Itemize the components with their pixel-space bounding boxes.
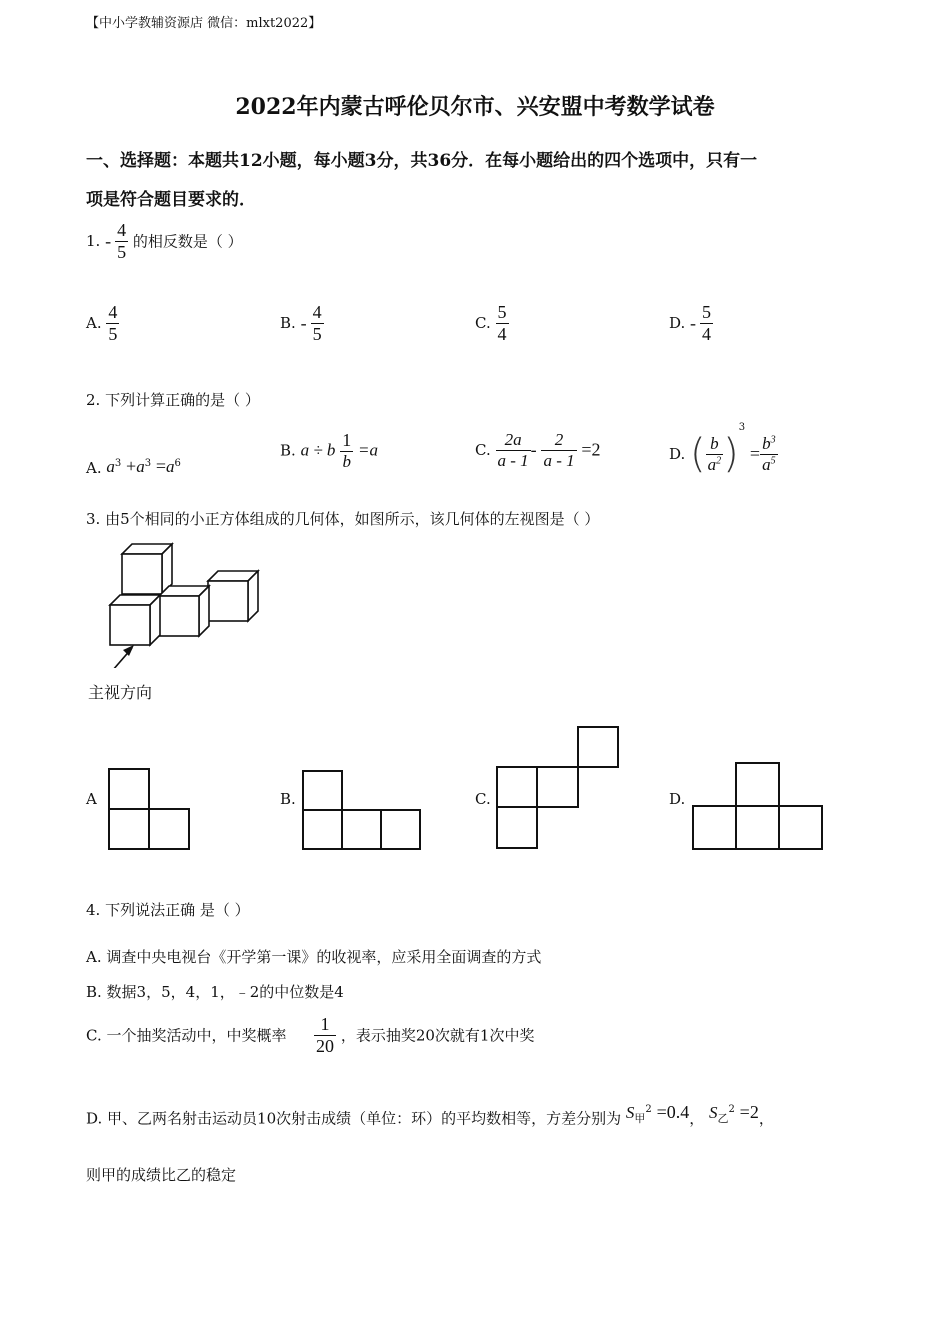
section-heading-line1: 一、选择题：本题共12小题，每小题3分，共36分．在每小题给出的四个选项中，只有一: [86, 151, 758, 171]
page-title: 2022年内蒙古呼伦贝尔市、兴安盟中考数学试卷: [235, 94, 715, 120]
q4d-s2: S: [709, 1103, 718, 1122]
q2-stem: 2. 下列计算正确的是（ ）: [86, 391, 260, 409]
q2c-num1: 2a: [504, 430, 522, 449]
section-heading-line2: 项是符合题目要求的．: [86, 190, 256, 210]
q2d-num: b: [710, 433, 719, 453]
q4-option-b[interactable]: B. 数据3，5，4，1，﹣2的中位数是4: [86, 983, 344, 1001]
q2b-fraction: [340, 430, 353, 471]
q2-option-a-label: A.: [86, 459, 102, 477]
q4d-end-comma: ，: [758, 1109, 774, 1128]
q2d-outer-exp: 3: [738, 422, 746, 433]
q1-option-b-label: B.: [280, 314, 296, 333]
q1-option-b-num: 4: [312, 302, 322, 322]
q4-option-d[interactable]: [86, 1102, 774, 1129]
q1-number: 1.: [86, 232, 101, 251]
q3-stem: 3. 由5个相同的小正方体组成的几何体，如图所示，该几何体的左视图是（ ）: [86, 510, 600, 528]
q4d-variance-1: [626, 1102, 689, 1126]
q1-option-b-minus: -: [300, 312, 307, 333]
q2d-rnum-exp: 3: [770, 434, 776, 446]
q2-option-b-label: B.: [280, 441, 296, 460]
q1-option-c-num: 5: [497, 302, 507, 322]
q1-option-a-den: 5: [108, 323, 118, 344]
q1-fraction: [115, 220, 128, 262]
q3-option-a-label[interactable]: A: [86, 790, 97, 808]
q1-option-a[interactable]: [86, 302, 119, 344]
q2-option-b[interactable]: [280, 430, 378, 471]
q3-option-c-label[interactable]: C.: [475, 790, 491, 808]
q4d-variance-2: [709, 1102, 759, 1126]
q4c-den: 20: [316, 1035, 335, 1056]
q2a-plus: +: [126, 456, 137, 476]
cube-figure: [86, 538, 276, 668]
q1-denominator: 5: [117, 241, 127, 262]
q1-option-d-den: 4: [702, 323, 712, 344]
q1-option-a-fraction: [106, 302, 119, 344]
q1-option-c-label: C.: [475, 314, 491, 333]
q2d-equals: =: [749, 443, 761, 464]
q1-option-d-minus: -: [690, 312, 697, 333]
q1-option-a-num: 4: [108, 302, 118, 322]
q4d-s1: S: [625, 1103, 635, 1122]
q2a-exp3: 6: [174, 458, 181, 469]
q4d-s1-sub: 甲: [634, 1112, 646, 1125]
q1-option-d-num: 5: [702, 302, 712, 322]
question-1: [86, 220, 243, 262]
q1-option-b[interactable]: [280, 302, 324, 344]
q1-numerator: 4: [117, 220, 127, 240]
q4d-s1-value: =0.4: [656, 1102, 690, 1122]
cube-front-left: [110, 595, 160, 645]
view-direction-label: 主视方向: [88, 683, 153, 702]
page-header: 【中小学教辅资源店 微信：mlxt2022】: [86, 16, 322, 31]
q1-option-c-den: 4: [497, 323, 507, 344]
q2b-rhs: =a: [357, 440, 378, 460]
q2-option-a-expr: [106, 456, 181, 477]
q4c-suffix: ，表示抽奖20次就有1次中奖: [340, 1026, 535, 1045]
q2c-fraction2: [541, 430, 576, 470]
q2a-equals: =: [155, 456, 167, 476]
q3-option-b-label[interactable]: B.: [280, 790, 296, 808]
q2a-exp1: 3: [114, 458, 122, 469]
q2d-den: a: [707, 454, 717, 474]
q2a-term2: a: [136, 457, 145, 476]
q1-option-b-fraction: [311, 302, 324, 344]
right-paren-icon: ): [723, 431, 739, 477]
q3-option-a-figure[interactable]: [106, 766, 192, 852]
q2d-result-fraction: [760, 434, 778, 474]
cube-top: [122, 544, 172, 594]
q2a-exp2: 3: [144, 458, 152, 469]
q2-option-d[interactable]: [669, 422, 778, 477]
q2-option-c-label: C.: [475, 441, 491, 460]
q2d-rden: a: [762, 454, 771, 474]
q2b-lhs: a ÷ b: [300, 440, 336, 460]
q4d-s2-exp: 2: [728, 1104, 735, 1115]
q2b-den: b: [342, 451, 351, 471]
q4d-s2-value: =2: [739, 1102, 759, 1122]
q2d-den-exp: 2: [716, 454, 722, 466]
q3-option-d-label[interactable]: D.: [669, 790, 686, 808]
view-direction-arrow-icon: [106, 645, 134, 668]
q2-option-a[interactable]: [86, 436, 181, 477]
q4d-prefix: D. 甲、乙两名射击运动员10次射击成绩（单位：环）的平均数相等，方差分别为: [86, 1109, 622, 1128]
q4-option-c[interactable]: [86, 1014, 534, 1056]
q4-option-d-line2: 则甲的成绩比乙的稳定: [86, 1166, 237, 1184]
q1-option-c-fraction: [496, 302, 509, 344]
q2a-result: a: [166, 457, 175, 476]
q3-option-c-figure[interactable]: [494, 724, 622, 852]
q4c-num: 1: [320, 1014, 330, 1034]
q1-option-d-fraction: [700, 302, 713, 344]
q4-option-a[interactable]: A. 调查中央电视台《开学第一课》的收视率，应采用全面调查的方式: [86, 948, 542, 966]
q4d-s2-sub: 乙: [717, 1112, 729, 1125]
q4d-s1-exp: 2: [645, 1104, 652, 1115]
q2c-fraction1: [496, 430, 531, 470]
q3-option-d-figure[interactable]: [690, 760, 826, 852]
q4c-fraction: [314, 1014, 336, 1056]
q3-option-b-figure[interactable]: [300, 768, 424, 852]
q2-option-d-label: D.: [669, 445, 686, 463]
q4d-separator: ，: [689, 1109, 705, 1128]
q1-option-d[interactable]: [669, 302, 713, 344]
q1-text: 的相反数是（ ）: [132, 232, 243, 251]
q2c-num2: 2: [554, 430, 564, 449]
q2b-num: 1: [342, 430, 352, 450]
q2a-term1: a: [106, 457, 115, 476]
q2d-fraction: [706, 434, 724, 474]
q2-option-c[interactable]: [475, 430, 601, 470]
q1-option-d-label: D.: [669, 314, 686, 333]
left-paren-icon: (: [690, 431, 706, 477]
q1-option-b-den: 5: [312, 323, 322, 344]
cube-middle: [159, 586, 209, 636]
q1-option-c[interactable]: [475, 302, 509, 344]
q2c-rhs: =2: [581, 439, 601, 460]
cube-right: [208, 571, 258, 621]
q2d-rden-exp: 5: [770, 454, 776, 466]
q2c-minus: -: [530, 439, 537, 460]
q1-minus: -: [105, 230, 112, 251]
q2c-den1: a - 1: [497, 450, 529, 470]
q1-option-a-label: A.: [86, 314, 102, 333]
q4-stem: 4. 下列说法正确 是（ ）: [86, 901, 250, 919]
q4c-prefix: C. 一个抽奖活动中，中奖概率: [86, 1026, 287, 1045]
q2d-rnum: b: [762, 433, 771, 453]
q2c-den2: a - 1: [543, 450, 575, 470]
